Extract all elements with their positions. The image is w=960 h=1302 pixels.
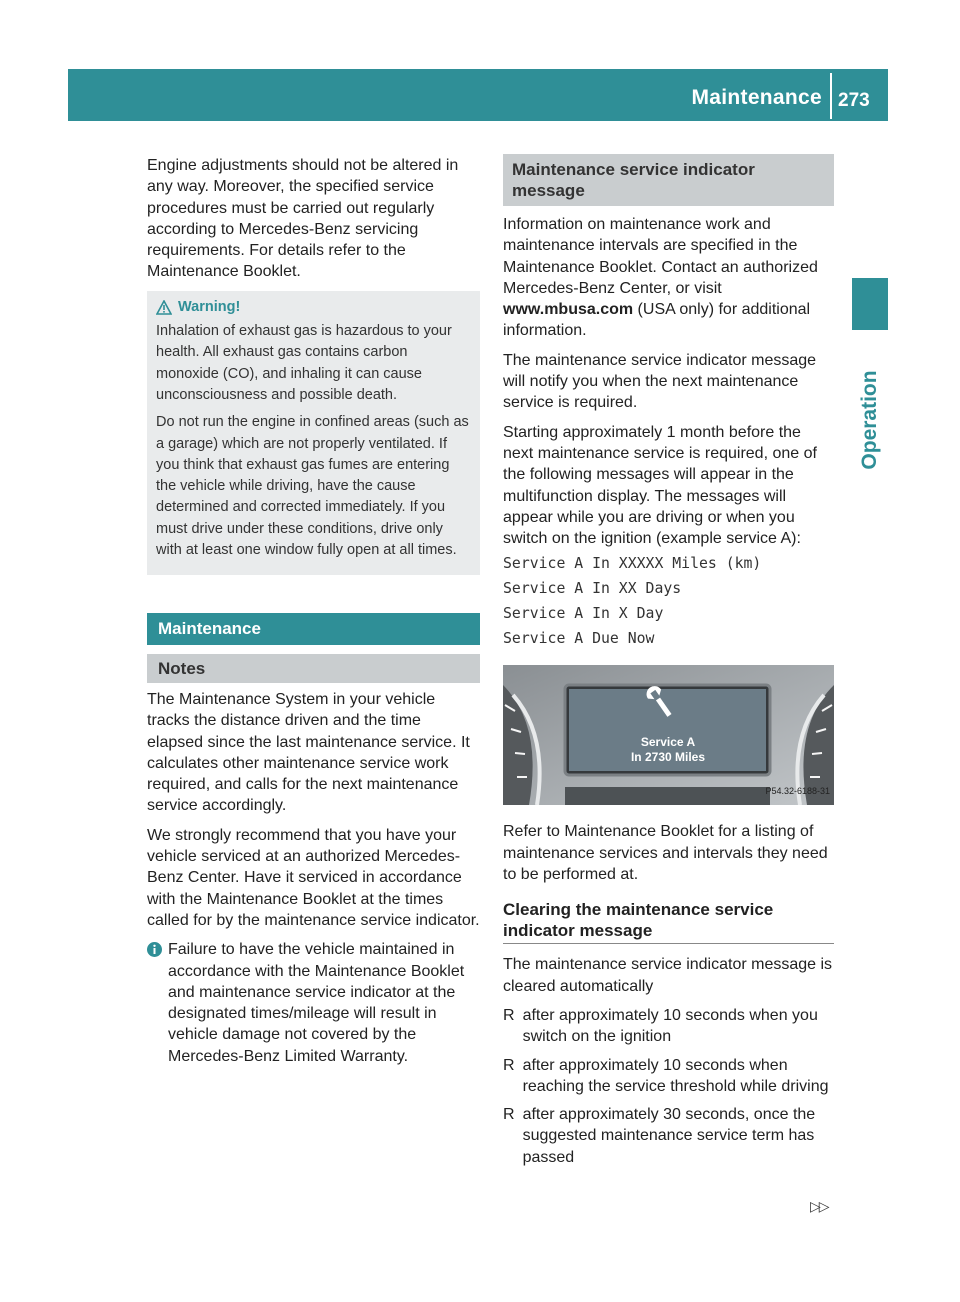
list-item-text: after approximately 30 seconds, once the suggested maintenance service term has passed xyxy=(522,1106,816,1166)
warning-heading xyxy=(156,297,472,318)
section-heading-maintenance: Maintenance xyxy=(147,613,480,644)
notes-paragraph-1: The Maintenance System in your vehicle tracks the distance driven and the time elapsed since the last maintenance service. It calculates other maintenance service work required, and calls for the next maintenance service accordingly. xyxy=(147,690,470,815)
indicator-paragraph-2: The maintenance service indicator message will notify you when the next maintenance service is required. xyxy=(503,351,817,412)
website-link[interactable]: www.mbusa.com xyxy=(503,301,634,319)
bullet-mark: R xyxy=(503,1106,515,1124)
display-line-2: In 2730 Miles xyxy=(630,750,706,765)
display-line-1: Service A xyxy=(640,735,696,750)
message-line-4: Service A Due Now xyxy=(503,630,655,648)
indicator-heading: Maintenance service indicator message xyxy=(503,154,834,206)
side-section-label: Operation xyxy=(858,370,881,470)
list-item xyxy=(503,1104,834,1168)
bullet-mark: R xyxy=(503,1056,515,1074)
warning-box xyxy=(147,291,480,576)
header-divider xyxy=(830,73,832,119)
paragraph-text: Information on maintenance work and maintenance intervals are specified in the Maintenance Booklet. Contact an authorized Mercedes-Benz Center, or visit xyxy=(503,216,818,297)
page-number: 273 xyxy=(838,90,870,111)
paragraph-text-end: (USA only) for additional information. xyxy=(503,301,811,340)
list-item-text: after approximately 10 seconds when you switch on the ignition xyxy=(522,1006,818,1046)
right-column xyxy=(503,154,834,1175)
page-title: Maintenance xyxy=(691,86,822,109)
warning-triangle-icon xyxy=(156,300,172,315)
continue-arrows-icon: ▷▷ xyxy=(810,1198,828,1214)
warning-text-2: Do not run the engine in confined areas (such as a garage) which are not properly ventilated. If you think that exhaust gas fumes are entering the vehicle while driving, have the cause determined and corrected immediately. If you must drive under these conditions, drive only with at least one window fully open at all times. xyxy=(156,414,469,559)
indicator-paragraph-1 xyxy=(503,214,834,342)
figure-code: P54.32-6188-31 xyxy=(765,786,830,797)
warning-text-1: Inhalation of exhaust gas is hazardous to your health. All exhaust gas contains carbon monoxide (CO), and inhaling it can cause unconsciousness and possible death. xyxy=(156,323,452,403)
booklet-paragraph: Refer to Maintenance Booklet for a listing of maintenance services and intervals they need to be performed at. xyxy=(503,823,828,884)
clearing-heading: Clearing the maintenance service indicator message xyxy=(503,899,834,944)
intro-paragraph: Engine adjustments should not be altered in any way. Moreover, the specified service procedures must be carried out regularly according to Mercedes-Benz servicing requirements. For details refer to the Maintenance Booklet. xyxy=(147,157,459,281)
list-item xyxy=(503,1055,834,1098)
message-line-1: Service A In XXXXX Miles (km) xyxy=(503,555,762,573)
message-line-3: Service A In X Day xyxy=(503,605,664,623)
info-note xyxy=(147,939,480,1067)
instrument-cluster-figure xyxy=(503,665,834,805)
message-line-2: Service A In XX Days xyxy=(503,580,682,598)
list-item-text: after approximately 10 seconds when reaching the service threshold while driving xyxy=(522,1056,829,1095)
info-icon xyxy=(147,942,162,957)
notes-paragraph-2: We strongly recommend that you have your vehicle serviced at an authorized Mercedes-Benz Center. Have it serviced in accordance with the Maintenance Booklet at the times called for by the maintenance service indicator. xyxy=(147,826,480,929)
clearing-paragraph: The maintenance service indicator message is cleared automatically xyxy=(503,956,833,995)
list-item xyxy=(503,1005,834,1048)
side-tab xyxy=(852,278,888,330)
indicator-paragraph-3: Starting approximately 1 month before the next maintenance service is required, one of the following messages will appear in the multifunction display. The messages will appear while you are driving or when you switch on the ignition (example service A): xyxy=(503,423,817,548)
bullet-mark: R xyxy=(503,1006,515,1024)
notes-heading: Notes xyxy=(147,654,480,683)
warning-title: Warning! xyxy=(178,298,241,315)
left-column xyxy=(147,155,480,1067)
info-text: Failure to have the vehicle maintained in accordance with the Maintenance Booklet and maintenance service indicator at the designated times/mileage will result in vehicle damage not covered by the Mercedes-Benz Limited Warranty. xyxy=(168,941,465,1065)
